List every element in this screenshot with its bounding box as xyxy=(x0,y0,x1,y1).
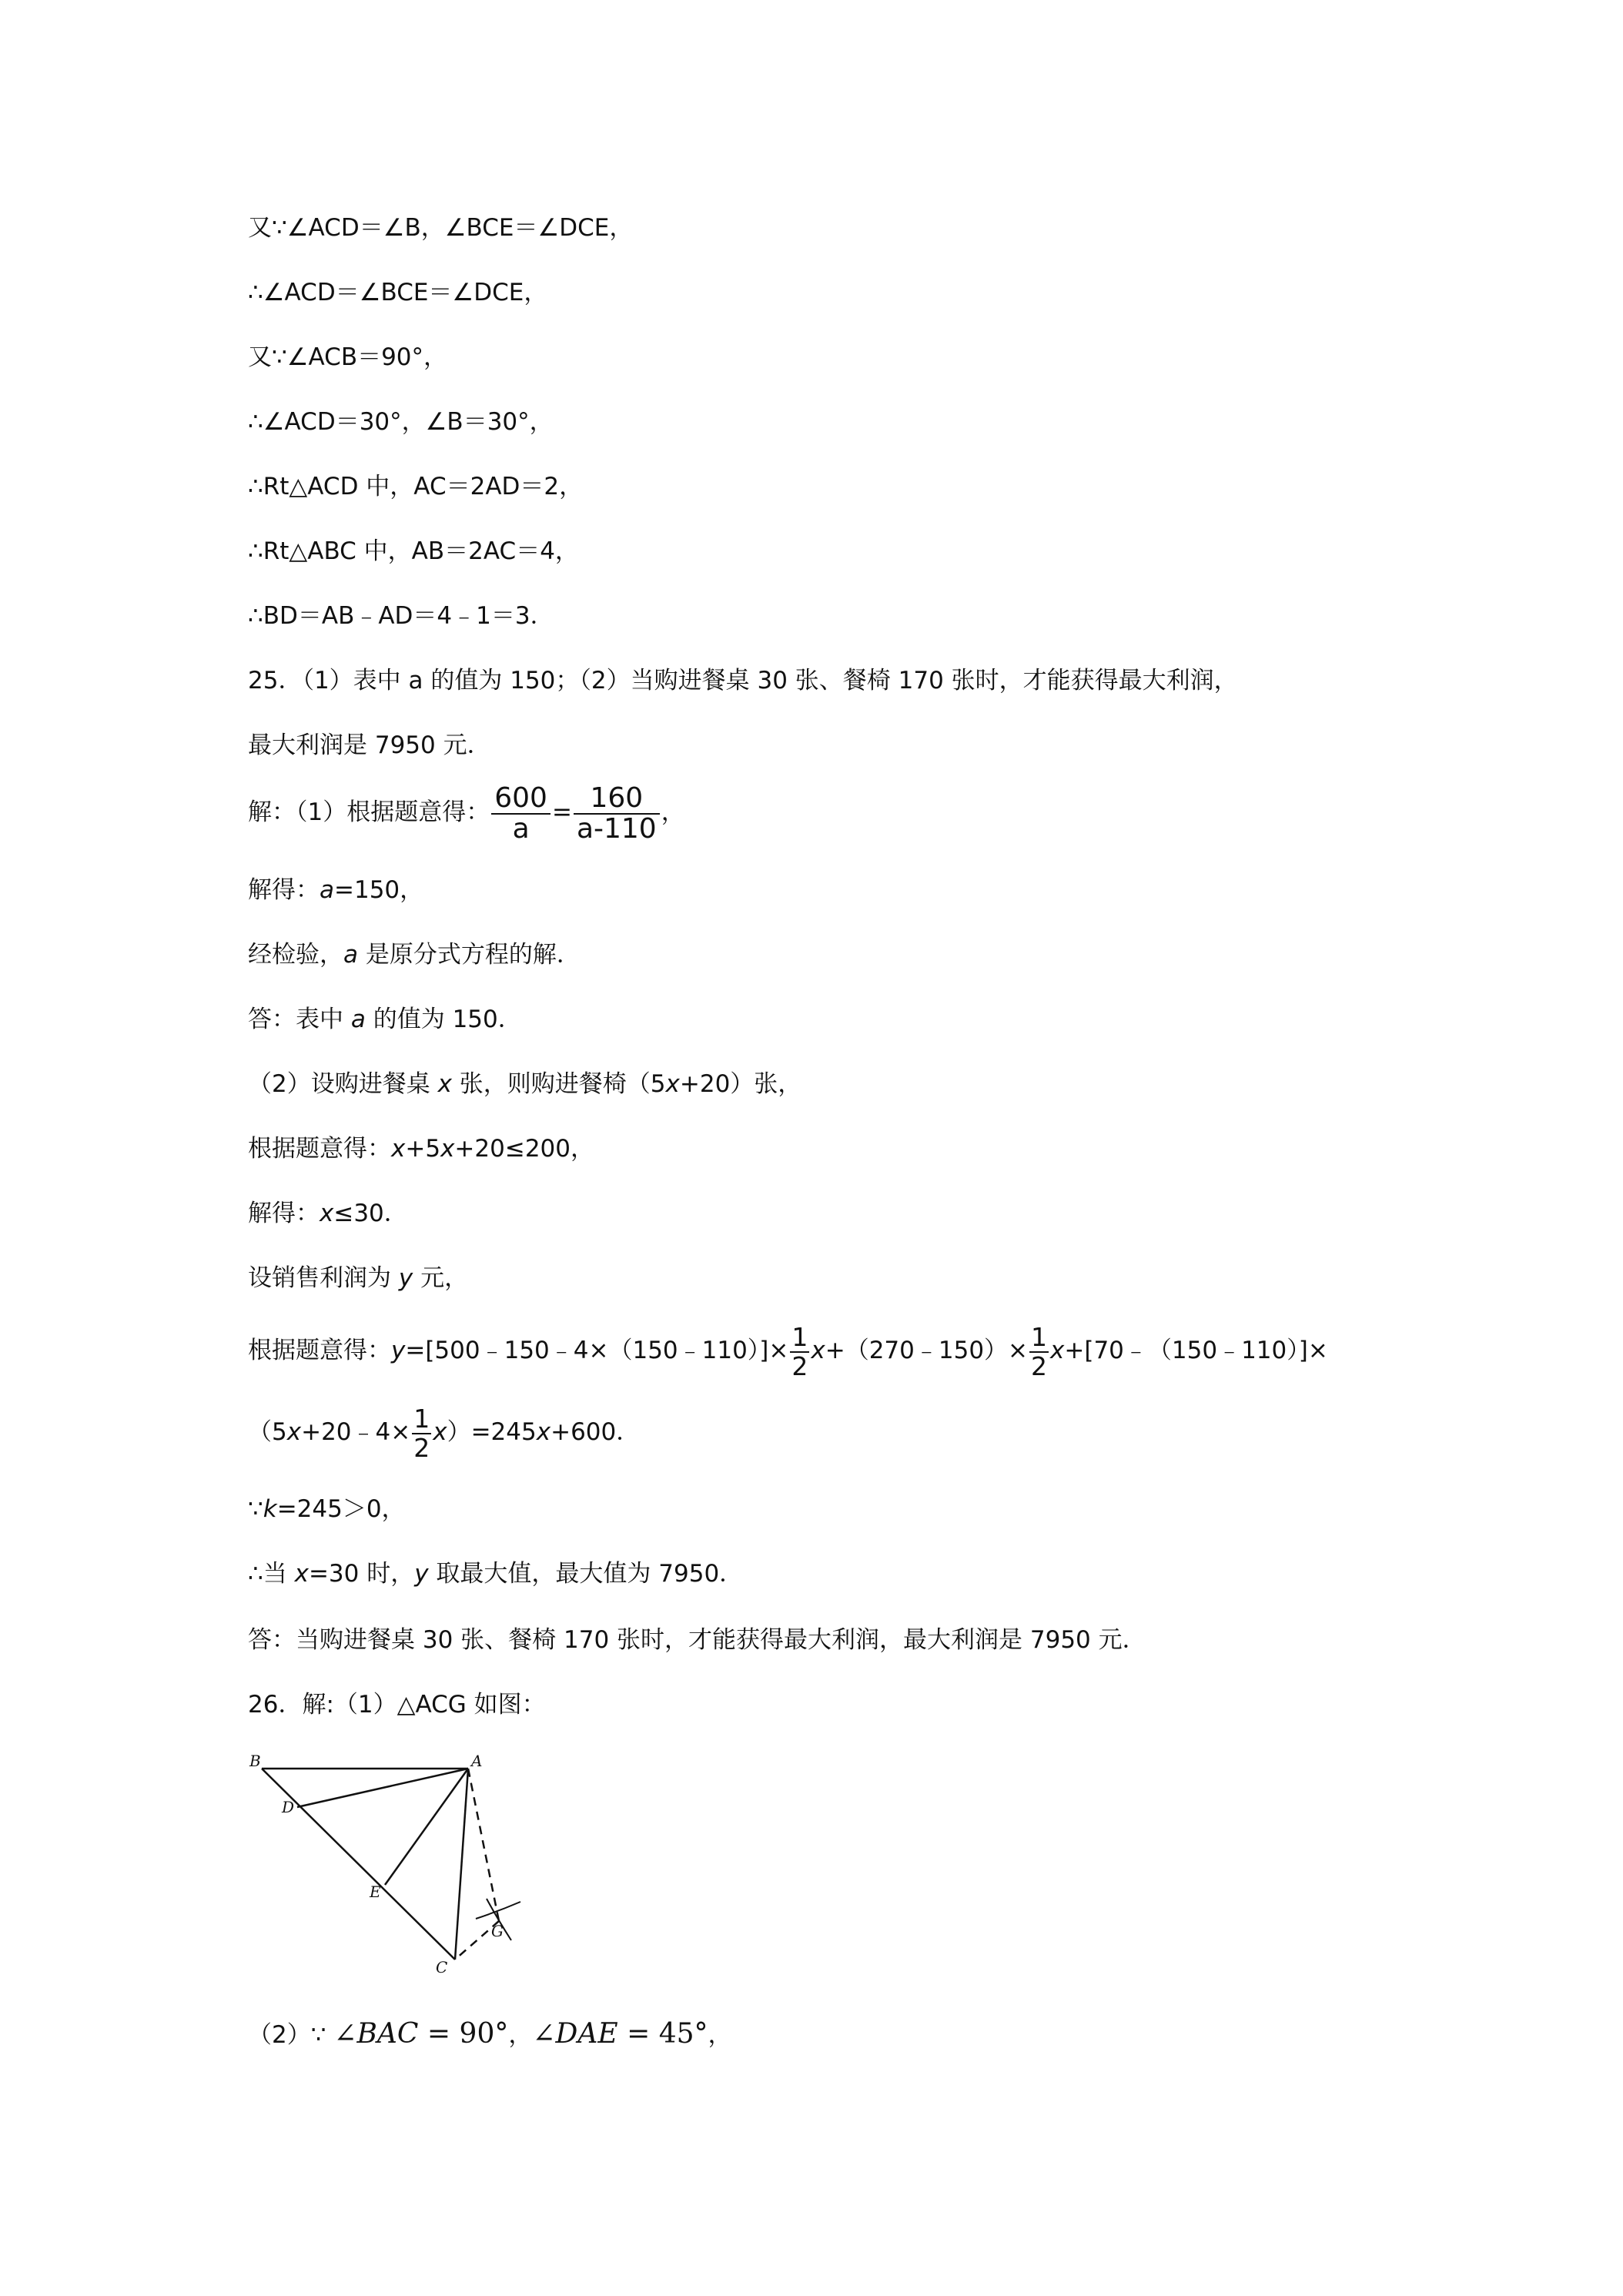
fraction-numerator: 600 xyxy=(491,784,550,815)
text: ∵ xyxy=(248,1495,263,1523)
variable: k xyxy=(263,1495,277,1523)
text: +5 xyxy=(405,1135,441,1163)
text: +（270﹣150）× xyxy=(825,1337,1029,1364)
text: =[500﹣150﹣4×（150﹣110）]× xyxy=(405,1337,789,1364)
proof-line-3: 又∵∠ACB＝90°， xyxy=(248,343,448,371)
segment-ag-dashed xyxy=(468,1769,499,1921)
variable: a xyxy=(350,1006,366,1033)
variable: x xyxy=(440,1135,455,1163)
equation-suffix: ， xyxy=(661,798,685,826)
fraction-denominator: 2 xyxy=(791,1350,808,1381)
solution-25-solve xyxy=(248,875,423,905)
variable: x xyxy=(1050,1337,1065,1364)
solution-25-profit-function xyxy=(248,1320,1328,1381)
text: 是原分式方程的解． xyxy=(358,941,581,969)
solution-25-inequality-result xyxy=(248,1198,408,1229)
solution-25-inequality xyxy=(248,1133,594,1164)
fraction-numerator: 1 xyxy=(1031,1321,1048,1352)
solution-25-check xyxy=(248,939,581,970)
proof-line-6: ∴Rt△ABC 中，AB＝2AC＝4， xyxy=(248,537,579,565)
text: 根据题意得： xyxy=(248,1135,391,1163)
solution-25-slope xyxy=(248,1494,406,1525)
label-d: D xyxy=(282,1798,295,1816)
segment-ae xyxy=(385,1769,468,1885)
solution-26-heading: 26．解:（1）△ACG 如图： xyxy=(248,1691,546,1719)
fraction-denominator: a-110 xyxy=(576,812,657,845)
math-value: = 90° xyxy=(418,2018,509,2050)
variable: x xyxy=(286,1418,302,1446)
solution-25-part1-equation xyxy=(248,782,685,844)
fraction-600-over-a xyxy=(491,784,550,844)
variable: a xyxy=(343,941,358,969)
proof-line-1: 又∵∠ACD＝∠B，∠BCE＝∠DCE， xyxy=(248,214,634,242)
variable: y xyxy=(391,1337,406,1364)
solution-25-final-answer: 答：当购进餐桌 30 张、餐椅 170 张时，才能获得最大利润，最大利润是 7950 元． xyxy=(248,1626,1146,1654)
text: =245＞0， xyxy=(276,1495,406,1523)
text: 解得： xyxy=(248,876,320,904)
text: +20≤200， xyxy=(454,1135,594,1163)
text: +20）张， xyxy=(679,1070,802,1098)
text: 取最大值，最大值为 7950． xyxy=(428,1560,744,1588)
label-c: C xyxy=(436,1958,448,1976)
variable: x xyxy=(294,1560,309,1588)
fraction-numerator: 160 xyxy=(574,784,660,815)
equation-prefix: 解：（1）根据题意得： xyxy=(248,798,490,826)
text: （2）设购进餐桌 xyxy=(248,1070,438,1098)
text: （5 xyxy=(248,1418,287,1446)
fraction-160-over-a-110 xyxy=(574,784,660,844)
math-angle-dae: ∠DAE xyxy=(532,2018,618,2050)
segment-ac xyxy=(455,1769,468,1960)
fraction-one-half xyxy=(412,1405,431,1462)
variable: y xyxy=(414,1560,429,1588)
text: 根据题意得： xyxy=(248,1337,391,1364)
fraction-one-half xyxy=(1029,1321,1049,1381)
label-a: A xyxy=(471,1752,483,1770)
proof-line-4: ∴∠ACD＝30°，∠B＝30°， xyxy=(248,408,554,436)
fraction-denominator: a xyxy=(512,812,530,845)
solution-25-answer1 xyxy=(248,1004,522,1035)
proof-line-7: ∴BD＝AB﹣AD＝4﹣1＝3． xyxy=(248,602,554,630)
solution-25-part2-setup xyxy=(248,1069,801,1099)
text: ， xyxy=(708,2021,732,2049)
label-b: B xyxy=(249,1752,261,1770)
fraction-denominator: 2 xyxy=(413,1432,430,1463)
text: 经检验， xyxy=(248,941,343,969)
text: +600． xyxy=(550,1418,641,1446)
variable: x xyxy=(536,1418,551,1446)
variable: x xyxy=(811,1337,825,1364)
solution-25-maximum xyxy=(248,1558,743,1589)
text: +20﹣4× xyxy=(301,1418,411,1446)
answer-25-summary-cont: 最大利润是 7950 元． xyxy=(248,731,491,759)
segment-ad xyxy=(297,1769,468,1807)
text: +[70﹣（150﹣110）]× xyxy=(1064,1337,1328,1364)
text: 元， xyxy=(413,1264,469,1292)
variable: y xyxy=(398,1264,413,1292)
text: ∴当 xyxy=(248,1560,295,1588)
answer-25-summary: 25．（1）表中 a 的值为 150；（2）当购进餐桌 30 张、餐椅 170 张时，才能获得最大利润， xyxy=(248,667,1238,694)
text: ≤30． xyxy=(333,1200,408,1227)
text: 张，则购进餐椅（5 xyxy=(451,1070,666,1098)
text: =150， xyxy=(334,876,424,904)
proof-line-2: ∴∠ACD＝∠BCE＝∠DCE， xyxy=(248,279,548,306)
equals-sign: = xyxy=(551,798,572,826)
label-g: G xyxy=(491,1922,504,1940)
geometry-figure-acg xyxy=(245,1748,537,1979)
fraction-denominator: 2 xyxy=(1031,1350,1048,1381)
text: 解得： xyxy=(248,1200,320,1227)
label-e: E xyxy=(370,1883,381,1901)
variable: a xyxy=(320,876,334,904)
proof-line-5: ∴Rt△ACD 中，AC＝2AD＝2， xyxy=(248,473,584,500)
variable: x xyxy=(665,1070,680,1098)
variable: x xyxy=(437,1070,452,1098)
solution-26-part2 xyxy=(248,2019,732,2050)
text: 设销售利润为 xyxy=(248,1264,399,1292)
fraction-numerator: 1 xyxy=(791,1321,808,1352)
fraction-numerator: 1 xyxy=(413,1403,430,1434)
math-angle-bac: ∠BAC xyxy=(333,2018,419,2050)
text: （2）∵ xyxy=(248,2021,334,2049)
text: 答：表中 xyxy=(248,1006,351,1033)
variable: x xyxy=(320,1200,334,1227)
text: ， xyxy=(508,2021,533,2049)
text: =30 时， xyxy=(308,1560,415,1588)
fraction-one-half xyxy=(790,1321,809,1381)
variable: x xyxy=(391,1135,406,1163)
solution-25-profit-def xyxy=(248,1263,468,1294)
text: ）=245 xyxy=(447,1418,537,1446)
variable: x xyxy=(433,1418,447,1446)
math-value: = 45° xyxy=(617,2018,708,2050)
solution-25-profit-function-cont xyxy=(248,1401,640,1463)
text: 的值为 150． xyxy=(365,1006,522,1033)
